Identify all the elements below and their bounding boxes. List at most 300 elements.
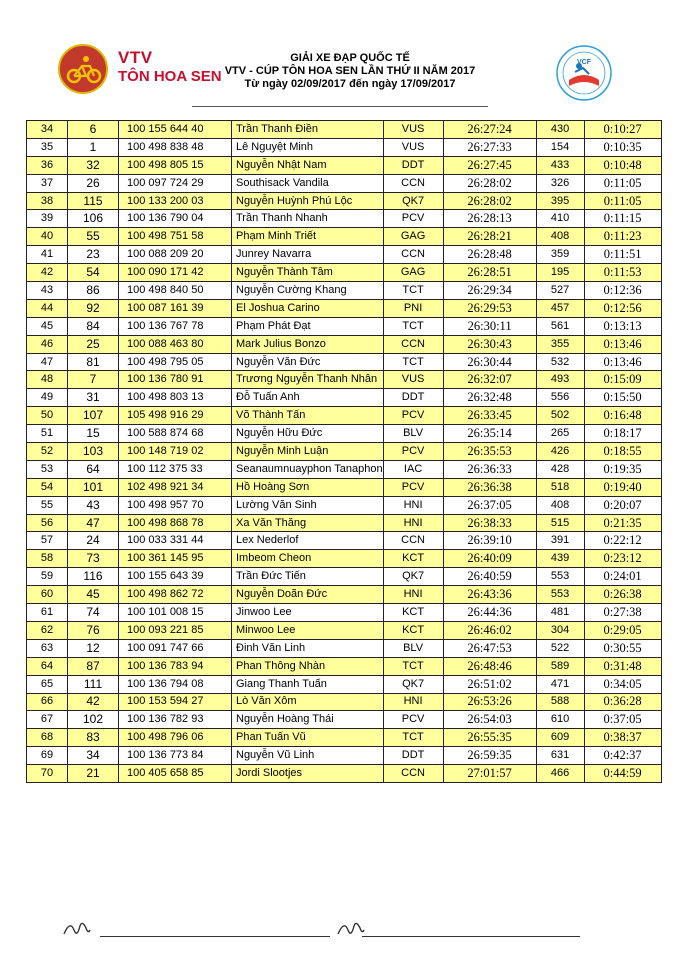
uci-id-cell: 100 136 767 78 [119, 317, 232, 335]
time-gap-cell: 0:12:36 [584, 282, 661, 300]
uci-id-cell: 100 136 780 91 [119, 371, 232, 389]
uci-id-cell: 100 155 643 39 [119, 568, 232, 586]
bib-cell: 21 [68, 765, 119, 783]
bib-cell: 87 [68, 657, 119, 675]
team-code-cell: CCN [383, 765, 443, 783]
table-row [27, 121, 662, 139]
total-time-cell: 26:36:38 [443, 478, 536, 496]
points-cell: 561 [536, 317, 584, 335]
bib-cell: 12 [68, 639, 119, 657]
rank-cell: 44 [27, 299, 68, 317]
total-time-cell: 26:59:35 [443, 747, 536, 765]
total-time-cell: 26:28:02 [443, 174, 536, 192]
points-cell: 609 [536, 729, 584, 747]
points-cell: 359 [536, 246, 584, 264]
points-cell: 502 [536, 407, 584, 425]
total-time-cell: 26:32:48 [443, 389, 536, 407]
team-code-cell: KCT [383, 550, 443, 568]
page-header [0, 0, 678, 112]
points-cell: 493 [536, 371, 584, 389]
rider-name-cell: Nguyễn Huỳnh Phú Lộc [232, 192, 384, 210]
team-code-cell: CCN [383, 246, 443, 264]
points-cell: 556 [536, 389, 584, 407]
team-code-cell: KCT [383, 604, 443, 622]
bib-cell: 45 [68, 586, 119, 604]
rank-cell: 42 [27, 264, 68, 282]
total-time-cell: 26:35:14 [443, 425, 536, 443]
bib-cell: 115 [68, 192, 119, 210]
rank-cell: 48 [27, 371, 68, 389]
team-code-cell: DDT [383, 389, 443, 407]
rider-name-cell: Mark Julius Bonzo [232, 335, 384, 353]
time-gap-cell: 0:15:50 [584, 389, 661, 407]
vcf-federation-logo [555, 44, 613, 102]
table-row [27, 138, 662, 156]
uci-id-cell: 100 498 862 72 [119, 586, 232, 604]
table-row [27, 460, 662, 478]
uci-id-cell: 100 498 796 06 [119, 729, 232, 747]
total-time-cell: 26:30:11 [443, 317, 536, 335]
table-row [27, 264, 662, 282]
table-row [27, 443, 662, 461]
team-code-cell: PCV [383, 711, 443, 729]
team-code-cell: BLV [383, 639, 443, 657]
rider-name-cell: Phạm Phát Đạt [232, 317, 384, 335]
uci-id-cell: 100 498 838 48 [119, 138, 232, 156]
time-gap-cell: 0:44:59 [584, 765, 661, 783]
time-gap-cell: 0:30:55 [584, 639, 661, 657]
points-cell: 522 [536, 639, 584, 657]
uci-id-cell: 100 148 719 02 [119, 443, 232, 461]
rider-name-cell: Trương Nguyễn Thanh Nhân [232, 371, 384, 389]
time-gap-cell: 0:11:15 [584, 210, 661, 228]
total-time-cell: 26:32:07 [443, 371, 536, 389]
signature-footer [0, 910, 678, 950]
uci-id-cell: 100 498 805 15 [119, 156, 232, 174]
points-cell: 410 [536, 210, 584, 228]
rank-cell: 57 [27, 532, 68, 550]
rider-name-cell: Nguyễn Thành Tâm [232, 264, 384, 282]
table-row [27, 389, 662, 407]
document-titles [200, 52, 500, 91]
bib-cell: 92 [68, 299, 119, 317]
bib-cell: 26 [68, 174, 119, 192]
rider-name-cell: Southisack Vandila [232, 174, 384, 192]
rank-cell: 39 [27, 210, 68, 228]
time-gap-cell: 0:11:05 [584, 174, 661, 192]
uci-id-cell: 100 093 221 85 [119, 621, 232, 639]
rider-name-cell: Imbeom Cheon [232, 550, 384, 568]
table-row [27, 532, 662, 550]
uci-id-cell: 105 498 916 29 [119, 407, 232, 425]
rider-name-cell: Nguyễn Nhật Nam [232, 156, 384, 174]
uci-id-cell: 102 498 921 34 [119, 478, 232, 496]
time-gap-cell: 0:11:05 [584, 192, 661, 210]
rank-cell: 38 [27, 192, 68, 210]
time-gap-cell: 0:13:13 [584, 317, 661, 335]
points-cell: 466 [536, 765, 584, 783]
bib-cell: 25 [68, 335, 119, 353]
points-cell: 481 [536, 604, 584, 622]
table-row [27, 425, 662, 443]
total-time-cell: 26:37:05 [443, 496, 536, 514]
team-code-cell: HNI [383, 586, 443, 604]
rank-cell: 34 [27, 121, 68, 139]
bib-cell: 43 [68, 496, 119, 514]
points-cell: 433 [536, 156, 584, 174]
bib-cell: 1 [68, 138, 119, 156]
team-code-cell: GAG [383, 228, 443, 246]
team-code-cell: DDT [383, 747, 443, 765]
time-gap-cell: 0:10:48 [584, 156, 661, 174]
total-time-cell: 26:53:26 [443, 693, 536, 711]
rider-name-cell: Nguyễn Minh Luận [232, 443, 384, 461]
time-gap-cell: 0:24:01 [584, 568, 661, 586]
table-row [27, 496, 662, 514]
bib-cell: 32 [68, 156, 119, 174]
rank-cell: 36 [27, 156, 68, 174]
total-time-cell: 26:29:34 [443, 282, 536, 300]
uci-id-cell: 100 498 840 50 [119, 282, 232, 300]
points-cell: 518 [536, 478, 584, 496]
uci-id-cell: 100 088 463 80 [119, 335, 232, 353]
time-gap-cell: 0:13:46 [584, 335, 661, 353]
time-gap-cell: 0:37:05 [584, 711, 661, 729]
time-gap-cell: 0:21:35 [584, 514, 661, 532]
uci-id-cell: 100 136 773 84 [119, 747, 232, 765]
bib-cell: 103 [68, 443, 119, 461]
rider-name-cell: Seanaumnuayphon Tanaphon [232, 460, 384, 478]
bib-cell: 102 [68, 711, 119, 729]
table-row [27, 568, 662, 586]
time-gap-cell: 0:36:28 [584, 693, 661, 711]
team-code-cell: TCT [383, 282, 443, 300]
points-cell: 553 [536, 568, 584, 586]
rider-name-cell: Hồ Hoàng Sơn [232, 478, 384, 496]
rider-name-cell: Trần Đức Tiến [232, 568, 384, 586]
points-cell: 439 [536, 550, 584, 568]
rider-name-cell: Phan Tuấn Vũ [232, 729, 384, 747]
team-code-cell: GAG [383, 264, 443, 282]
team-code-cell: PNI [383, 299, 443, 317]
bib-cell: 74 [68, 604, 119, 622]
team-code-cell: CCN [383, 174, 443, 192]
bib-cell: 64 [68, 460, 119, 478]
rank-cell: 59 [27, 568, 68, 586]
rider-name-cell: Đỗ Tuấn Anh [232, 389, 384, 407]
team-code-cell: TCT [383, 657, 443, 675]
ton-hoa-sen-logo-text: TÔN HOA SEN [118, 68, 222, 85]
uci-id-cell: 100 153 594 27 [119, 693, 232, 711]
signature-mark-icon [62, 918, 92, 945]
total-time-cell: 26:38:33 [443, 514, 536, 532]
table-row [27, 693, 662, 711]
points-cell: 355 [536, 335, 584, 353]
rank-cell: 55 [27, 496, 68, 514]
rider-name-cell: Đinh Văn Linh [232, 639, 384, 657]
time-gap-cell: 0:19:35 [584, 460, 661, 478]
table-row [27, 335, 662, 353]
table-row [27, 353, 662, 371]
time-gap-cell: 0:20:07 [584, 496, 661, 514]
points-cell: 589 [536, 657, 584, 675]
table-row [27, 621, 662, 639]
total-time-cell: 26:48:46 [443, 657, 536, 675]
team-code-cell: QK7 [383, 568, 443, 586]
title-line-3: Từ ngày 02/09/2017 đến ngày 17/09/2017 [244, 78, 456, 90]
total-time-cell: 26:46:02 [443, 621, 536, 639]
rank-cell: 54 [27, 478, 68, 496]
points-cell: 304 [536, 621, 584, 639]
total-time-cell: 26:39:10 [443, 532, 536, 550]
uci-id-cell: 100 155 644 40 [119, 121, 232, 139]
rank-cell: 67 [27, 711, 68, 729]
rank-cell: 70 [27, 765, 68, 783]
table-row [27, 407, 662, 425]
team-code-cell: HNI [383, 693, 443, 711]
total-time-cell: 26:44:36 [443, 604, 536, 622]
rank-cell: 40 [27, 228, 68, 246]
team-code-cell: CCN [383, 532, 443, 550]
table-row [27, 765, 662, 783]
uci-id-cell: 100 091 747 66 [119, 639, 232, 657]
uci-id-cell: 100 033 331 44 [119, 532, 232, 550]
time-gap-cell: 0:18:17 [584, 425, 661, 443]
time-gap-cell: 0:38:37 [584, 729, 661, 747]
uci-id-cell: 100 498 868 78 [119, 514, 232, 532]
points-cell: 265 [536, 425, 584, 443]
time-gap-cell: 0:13:46 [584, 353, 661, 371]
header-divider [192, 106, 488, 107]
bib-cell: 107 [68, 407, 119, 425]
points-cell: 430 [536, 121, 584, 139]
total-time-cell: 26:29:53 [443, 299, 536, 317]
uci-id-cell: 100 405 658 85 [119, 765, 232, 783]
team-code-cell: HNI [383, 514, 443, 532]
rider-name-cell: Lường Văn Sinh [232, 496, 384, 514]
points-cell: 195 [536, 264, 584, 282]
bib-cell: 84 [68, 317, 119, 335]
total-time-cell: 26:30:43 [443, 335, 536, 353]
title-line-1: GIẢI XE ĐẠP QUỐC TẾ [290, 52, 410, 64]
total-time-cell: 26:40:59 [443, 568, 536, 586]
rank-cell: 49 [27, 389, 68, 407]
uci-id-cell: 100 087 161 39 [119, 299, 232, 317]
time-gap-cell: 0:31:48 [584, 657, 661, 675]
total-time-cell: 26:55:35 [443, 729, 536, 747]
rider-name-cell: Nguyễn Hữu Đức [232, 425, 384, 443]
bib-cell: 106 [68, 210, 119, 228]
bib-cell: 83 [68, 729, 119, 747]
uci-id-cell: 100 498 803 13 [119, 389, 232, 407]
rider-name-cell: Nguyễn Hoàng Thái [232, 711, 384, 729]
time-gap-cell: 0:18:55 [584, 443, 661, 461]
team-code-cell: QK7 [383, 675, 443, 693]
points-cell: 391 [536, 532, 584, 550]
points-cell: 588 [536, 693, 584, 711]
rank-cell: 56 [27, 514, 68, 532]
time-gap-cell: 0:11:51 [584, 246, 661, 264]
table-row [27, 192, 662, 210]
table-row [27, 156, 662, 174]
cyclist-emblem-icon [58, 44, 108, 94]
bib-cell: 81 [68, 353, 119, 371]
team-code-cell: TCT [383, 317, 443, 335]
points-cell: 471 [536, 675, 584, 693]
team-code-cell: PCV [383, 407, 443, 425]
time-gap-cell: 0:29:05 [584, 621, 661, 639]
rank-cell: 69 [27, 747, 68, 765]
rider-name-cell: Lex Nederlof [232, 532, 384, 550]
points-cell: 426 [536, 443, 584, 461]
uci-id-cell: 100 498 795 05 [119, 353, 232, 371]
points-cell: 408 [536, 228, 584, 246]
rider-name-cell: Nguyễn Doãn Đức [232, 586, 384, 604]
time-gap-cell: 0:12:56 [584, 299, 661, 317]
points-cell: 395 [536, 192, 584, 210]
rank-cell: 64 [27, 657, 68, 675]
total-time-cell: 26:27:45 [443, 156, 536, 174]
bib-cell: 47 [68, 514, 119, 532]
rank-cell: 45 [27, 317, 68, 335]
points-cell: 532 [536, 353, 584, 371]
team-code-cell: PCV [383, 443, 443, 461]
bib-cell: 24 [68, 532, 119, 550]
team-code-cell: TCT [383, 729, 443, 747]
uci-id-cell: 100 361 145 95 [119, 550, 232, 568]
time-gap-cell: 0:10:35 [584, 138, 661, 156]
table-row [27, 317, 662, 335]
title-line-2: VTV - CÚP TÔN HOA SEN LẦN THỨ II NĂM 2017 [224, 65, 476, 77]
team-code-cell: VUS [383, 138, 443, 156]
rider-name-cell: El Joshua Carino [232, 299, 384, 317]
signature-line-right [362, 936, 580, 937]
rider-name-cell: Junrey Navarra [232, 246, 384, 264]
points-cell: 428 [536, 460, 584, 478]
bib-cell: 73 [68, 550, 119, 568]
vcf-logo-text: VCF [577, 59, 591, 66]
total-time-cell: 26:27:33 [443, 138, 536, 156]
rider-name-cell: Nguyễn Cường Khang [232, 282, 384, 300]
team-code-cell: VUS [383, 121, 443, 139]
rank-cell: 35 [27, 138, 68, 156]
total-time-cell: 26:28:13 [443, 210, 536, 228]
table-row [27, 246, 662, 264]
total-time-cell: 26:30:44 [443, 353, 536, 371]
team-code-cell: PCV [383, 210, 443, 228]
rider-name-cell: Trần Thanh Nhanh [232, 210, 384, 228]
total-time-cell: 26:54:03 [443, 711, 536, 729]
rank-cell: 52 [27, 443, 68, 461]
table-row [27, 675, 662, 693]
table-row [27, 210, 662, 228]
rider-name-cell: Xa Văn Thăng [232, 514, 384, 532]
uci-id-cell: 100 088 209 20 [119, 246, 232, 264]
table-row [27, 550, 662, 568]
uci-id-cell: 100 136 783 94 [119, 657, 232, 675]
results-table-body [27, 121, 662, 783]
rank-cell: 61 [27, 604, 68, 622]
team-code-cell: PCV [383, 478, 443, 496]
table-row [27, 657, 662, 675]
rank-cell: 47 [27, 353, 68, 371]
rank-cell: 65 [27, 675, 68, 693]
total-time-cell: 27:01:57 [443, 765, 536, 783]
uci-id-cell: 100 090 171 42 [119, 264, 232, 282]
team-code-cell: CCN [383, 335, 443, 353]
total-time-cell: 26:40:09 [443, 550, 536, 568]
team-code-cell: TCT [383, 353, 443, 371]
team-code-cell: HNI [383, 496, 443, 514]
table-row [27, 586, 662, 604]
rank-cell: 60 [27, 586, 68, 604]
uci-id-cell: 100 101 008 15 [119, 604, 232, 622]
time-gap-cell: 0:42:37 [584, 747, 661, 765]
bib-cell: 15 [68, 425, 119, 443]
bib-cell: 34 [68, 747, 119, 765]
bib-cell: 23 [68, 246, 119, 264]
points-cell: 326 [536, 174, 584, 192]
table-row [27, 228, 662, 246]
uci-id-cell: 100 136 794 08 [119, 675, 232, 693]
bib-cell: 101 [68, 478, 119, 496]
signature-mark-icon [336, 918, 366, 945]
points-cell: 408 [536, 496, 584, 514]
time-gap-cell: 0:10:27 [584, 121, 661, 139]
table-row [27, 514, 662, 532]
rank-cell: 66 [27, 693, 68, 711]
points-cell: 527 [536, 282, 584, 300]
points-cell: 553 [536, 586, 584, 604]
rider-name-cell: Trần Thanh Điền [232, 121, 384, 139]
total-time-cell: 26:51:02 [443, 675, 536, 693]
rank-cell: 53 [27, 460, 68, 478]
rank-cell: 68 [27, 729, 68, 747]
rank-cell: 50 [27, 407, 68, 425]
uci-id-cell: 100 136 790 04 [119, 210, 232, 228]
points-cell: 610 [536, 711, 584, 729]
bib-cell: 116 [68, 568, 119, 586]
time-gap-cell: 0:15:09 [584, 371, 661, 389]
rank-cell: 51 [27, 425, 68, 443]
rank-cell: 58 [27, 550, 68, 568]
table-row [27, 604, 662, 622]
team-code-cell: IAC [383, 460, 443, 478]
rider-name-cell: Nguyễn Văn Đức [232, 353, 384, 371]
uci-id-cell: 100 498 957 70 [119, 496, 232, 514]
total-time-cell: 26:28:48 [443, 246, 536, 264]
team-code-cell: DDT [383, 156, 443, 174]
rank-cell: 37 [27, 174, 68, 192]
rider-name-cell: Lò Văn Xôm [232, 693, 384, 711]
time-gap-cell: 0:22:12 [584, 532, 661, 550]
table-row [27, 371, 662, 389]
rider-name-cell: Giang Thanh Tuấn [232, 675, 384, 693]
team-code-cell: BLV [383, 425, 443, 443]
time-gap-cell: 0:34:05 [584, 675, 661, 693]
bib-cell: 54 [68, 264, 119, 282]
bib-cell: 6 [68, 121, 119, 139]
uci-id-cell: 100 136 782 93 [119, 711, 232, 729]
table-row [27, 174, 662, 192]
signature-line-left [100, 936, 330, 937]
total-time-cell: 26:27:24 [443, 121, 536, 139]
rider-name-cell: Phạm Minh Triết [232, 228, 384, 246]
bib-cell: 55 [68, 228, 119, 246]
bib-cell: 42 [68, 693, 119, 711]
uci-id-cell: 100 588 874 68 [119, 425, 232, 443]
bib-cell: 7 [68, 371, 119, 389]
